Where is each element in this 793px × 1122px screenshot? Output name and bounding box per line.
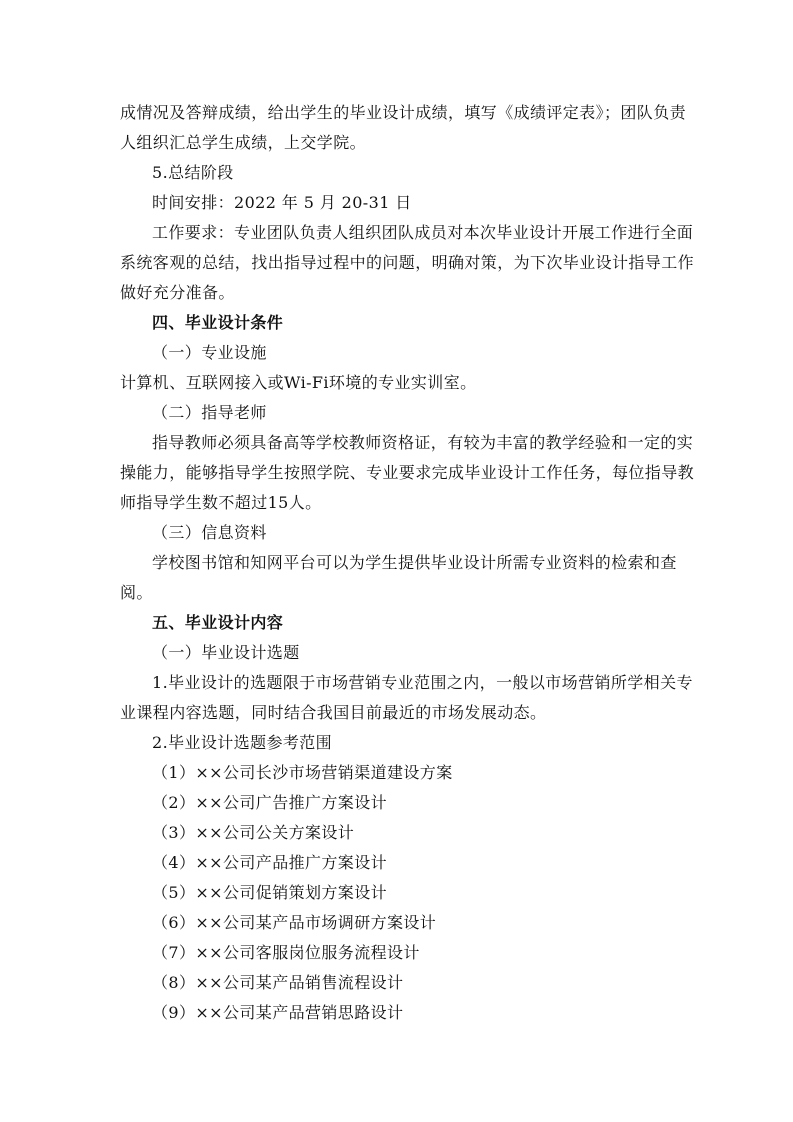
- heading-design-content: 五、毕业设计内容: [152, 613, 284, 632]
- subheading-resources: （三）信息资料: [152, 523, 267, 542]
- list-item: （3）××公司公关方案设计: [152, 823, 355, 842]
- subheading-topic-selection: （一）毕业设计选题: [152, 643, 300, 662]
- paragraph-line: 计算机、互联网接入或Wi-Fi环境的专业实训室。: [120, 373, 477, 392]
- paragraph-line: 成情况及答辩成绩，给出学生的毕业设计成绩，填写《成绩评定表》；团队负责: [120, 103, 687, 122]
- section-title-summary-stage: 5.总结阶段: [152, 163, 234, 182]
- paragraph-line: 学校图书馆和知网平台可以为学生提供毕业设计所需专业资料的检索和查: [152, 553, 677, 572]
- paragraph-line: 1.毕业设计的选题限于市场营销专业范围之内，一般以市场营销所学相关专: [152, 673, 693, 692]
- subheading-advisors: （二）指导老师: [152, 403, 267, 422]
- paragraph-line: 指导教师必须具备高等学校教师资格证，有较为丰富的教学经验和一定的实: [152, 433, 694, 452]
- paragraph-line: 2.毕业设计选题参考范围: [152, 733, 333, 752]
- schedule-line: 时间安排：2022 年 5 月 20-31 日: [152, 193, 412, 212]
- paragraph-line: 师指导学生数不超过15人。: [120, 493, 322, 512]
- paragraph-line: 做好充分准备。: [120, 283, 235, 302]
- paragraph-line: 系统客观的总结，找出指导过程中的问题，明确对策，为下次毕业设计指导工作: [120, 253, 695, 272]
- paragraph-line: 工作要求：专业团队负责人组织团队成员对本次毕业设计开展工作进行全面: [152, 223, 694, 242]
- paragraph-line: 操能力，能够指导学生按照学院、专业要求完成毕业设计工作任务，每位指导教: [120, 463, 695, 482]
- list-item: （1）××公司长沙市场营销渠道建设方案: [152, 763, 453, 782]
- list-item: （6）××公司某产品市场调研方案设计: [152, 913, 437, 932]
- heading-design-conditions: 四、毕业设计条件: [152, 313, 284, 332]
- subheading-facilities: （一）专业设施: [152, 343, 267, 362]
- list-item: （5）××公司促销策划方案设计: [152, 883, 387, 902]
- paragraph-line: 阅。: [120, 583, 153, 602]
- paragraph-line: 业课程内容选题，同时结合我国目前最近的市场发展动态。: [120, 703, 547, 722]
- list-item: （2）××公司广告推广方案设计: [152, 793, 387, 812]
- paragraph-line: 人组织汇总学生成绩，上交学院。: [120, 133, 367, 152]
- list-item: （8）××公司某产品销售流程设计: [152, 973, 404, 992]
- list-item: （9）××公司某产品营销思路设计: [152, 1003, 404, 1022]
- document-body: [120, 98, 695, 1028]
- list-item: （4）××公司产品推广方案设计: [152, 853, 387, 872]
- list-item: （7）××公司客服岗位服务流程设计: [152, 943, 420, 962]
